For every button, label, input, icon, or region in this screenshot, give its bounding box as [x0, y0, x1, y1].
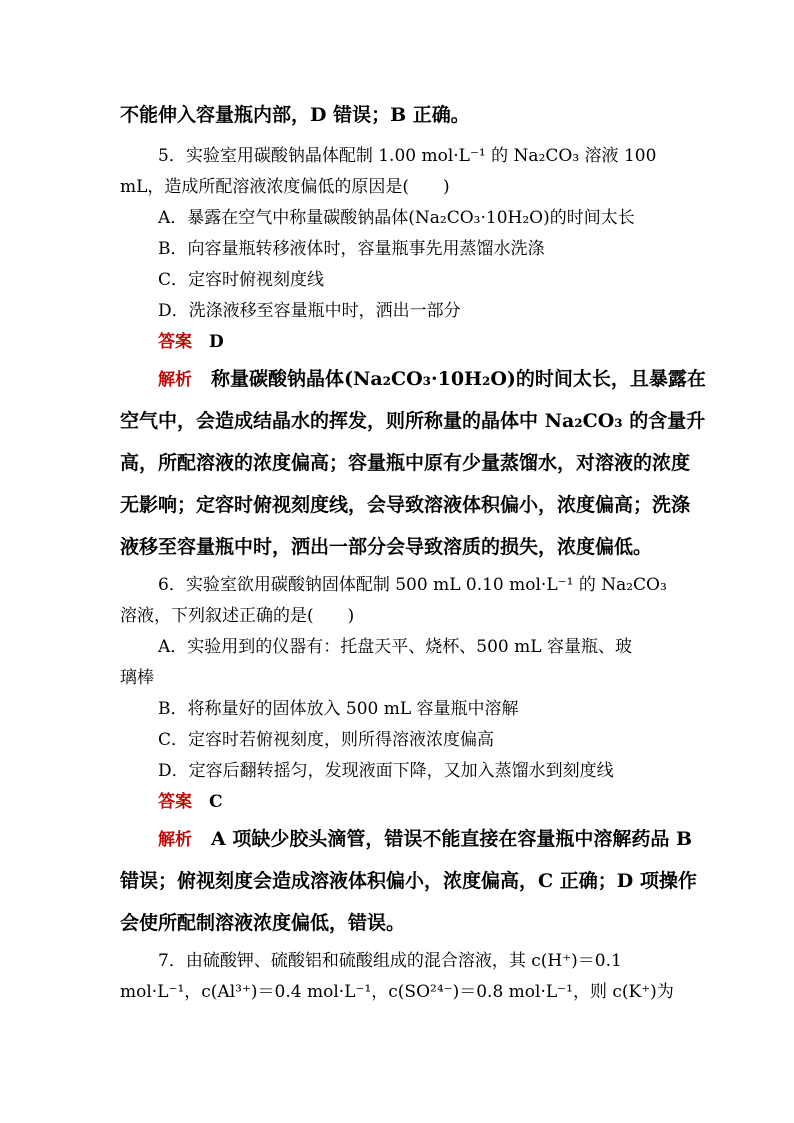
- answer-line: [158, 787, 794, 812]
- analysis-tag: 解析: [158, 370, 192, 390]
- option-d: D．洗涤液移至容量瓶中时，洒出一部分: [158, 301, 461, 321]
- answer-value: D: [209, 332, 224, 352]
- analysis-line: 错误；俯视刻度会造成溶液体积偏小，浓度偏高，C 正确；D 项操作: [120, 870, 697, 892]
- question-5-line: 5．实验室用碳酸钠晶体配制 1.00 mol·L⁻¹ 的 Na₂CO₃ 溶液 100: [158, 146, 657, 166]
- question-6-line: 溶液，下列叙述正确的是( ): [120, 606, 355, 626]
- option-c: C．定容时若俯视刻度，则所得溶液浓度偏高: [158, 730, 495, 750]
- question-5-line: mL，造成所配溶液浓度偏低的原因是( ): [120, 177, 450, 197]
- option-a: A．实验用到的仪器有：托盘天平、烧杯、500 mL 容量瓶、玻: [158, 637, 632, 657]
- question-6-line: 6．实验室欲用碳酸钠固体配制 500 mL 0.10 mol·L⁻¹ 的 Na₂CO₃: [158, 575, 667, 595]
- analysis-line: 无影响；定容时俯视刻度线，会导致溶液体积偏小，浓度偏高；洗涤: [120, 494, 691, 516]
- analysis-tag: 解析: [158, 830, 192, 850]
- analysis-line: 高，所配溶液的浓度偏高；容量瓶中原有少量蒸馏水，对溶液的浓度: [120, 452, 691, 474]
- analysis-line: 空气中，会造成结晶水的挥发，则所称量的晶体中 Na₂CO₃ 的含量升: [120, 410, 706, 432]
- option-b: B．将称量好的固体放入 500 mL 容量瓶中溶解: [158, 699, 519, 719]
- analysis-line: 液移至容量瓶中时，洒出一部分会导致溶质的损失，浓度偏低。: [120, 536, 653, 558]
- option-d: D．定容后翻转摇匀，发现液面下降，又加入蒸馏水到刻度线: [158, 761, 614, 781]
- answer-line: [158, 327, 794, 352]
- text-line: 不能伸入容量瓶内部，D 错误；B 正确。: [120, 104, 470, 126]
- answer-tag: 答案: [158, 792, 192, 812]
- option-c: C．定容时俯视刻度线: [158, 270, 325, 290]
- answer-value: C: [209, 792, 223, 812]
- analysis-line: 解析 称量碳酸钠晶体(Na₂CO₃·10H₂O)的时间太长，且暴露在: [158, 368, 706, 390]
- question-7-line: 7．由硫酸钾、硫酸铝和硫酸组成的混合溶液，其 c(H⁺)＝0.1: [158, 951, 622, 971]
- option-a-cont: 璃棒: [120, 668, 154, 688]
- answer-tag: 答案: [158, 332, 192, 352]
- option-b: B．向容量瓶转移液体时，容量瓶事先用蒸馏水洗涤: [158, 239, 545, 259]
- option-a: A．暴露在空气中称量碳酸钠晶体(Na₂CO₃·10H₂O)的时间太长: [158, 208, 635, 228]
- question-7-line: mol·L⁻¹，c(Al³⁺)＝0.4 mol·L⁻¹，c(SO²⁴⁻)＝0.8 mol·L⁻¹，则 c(K⁺)为: [120, 982, 674, 1002]
- analysis-line: 会使所配制溶液浓度偏低，错误。: [120, 912, 406, 934]
- analysis-line: 解析 A 项缺少胶头滴管，错误不能直接在容量瓶中溶解药品 B: [158, 828, 693, 850]
